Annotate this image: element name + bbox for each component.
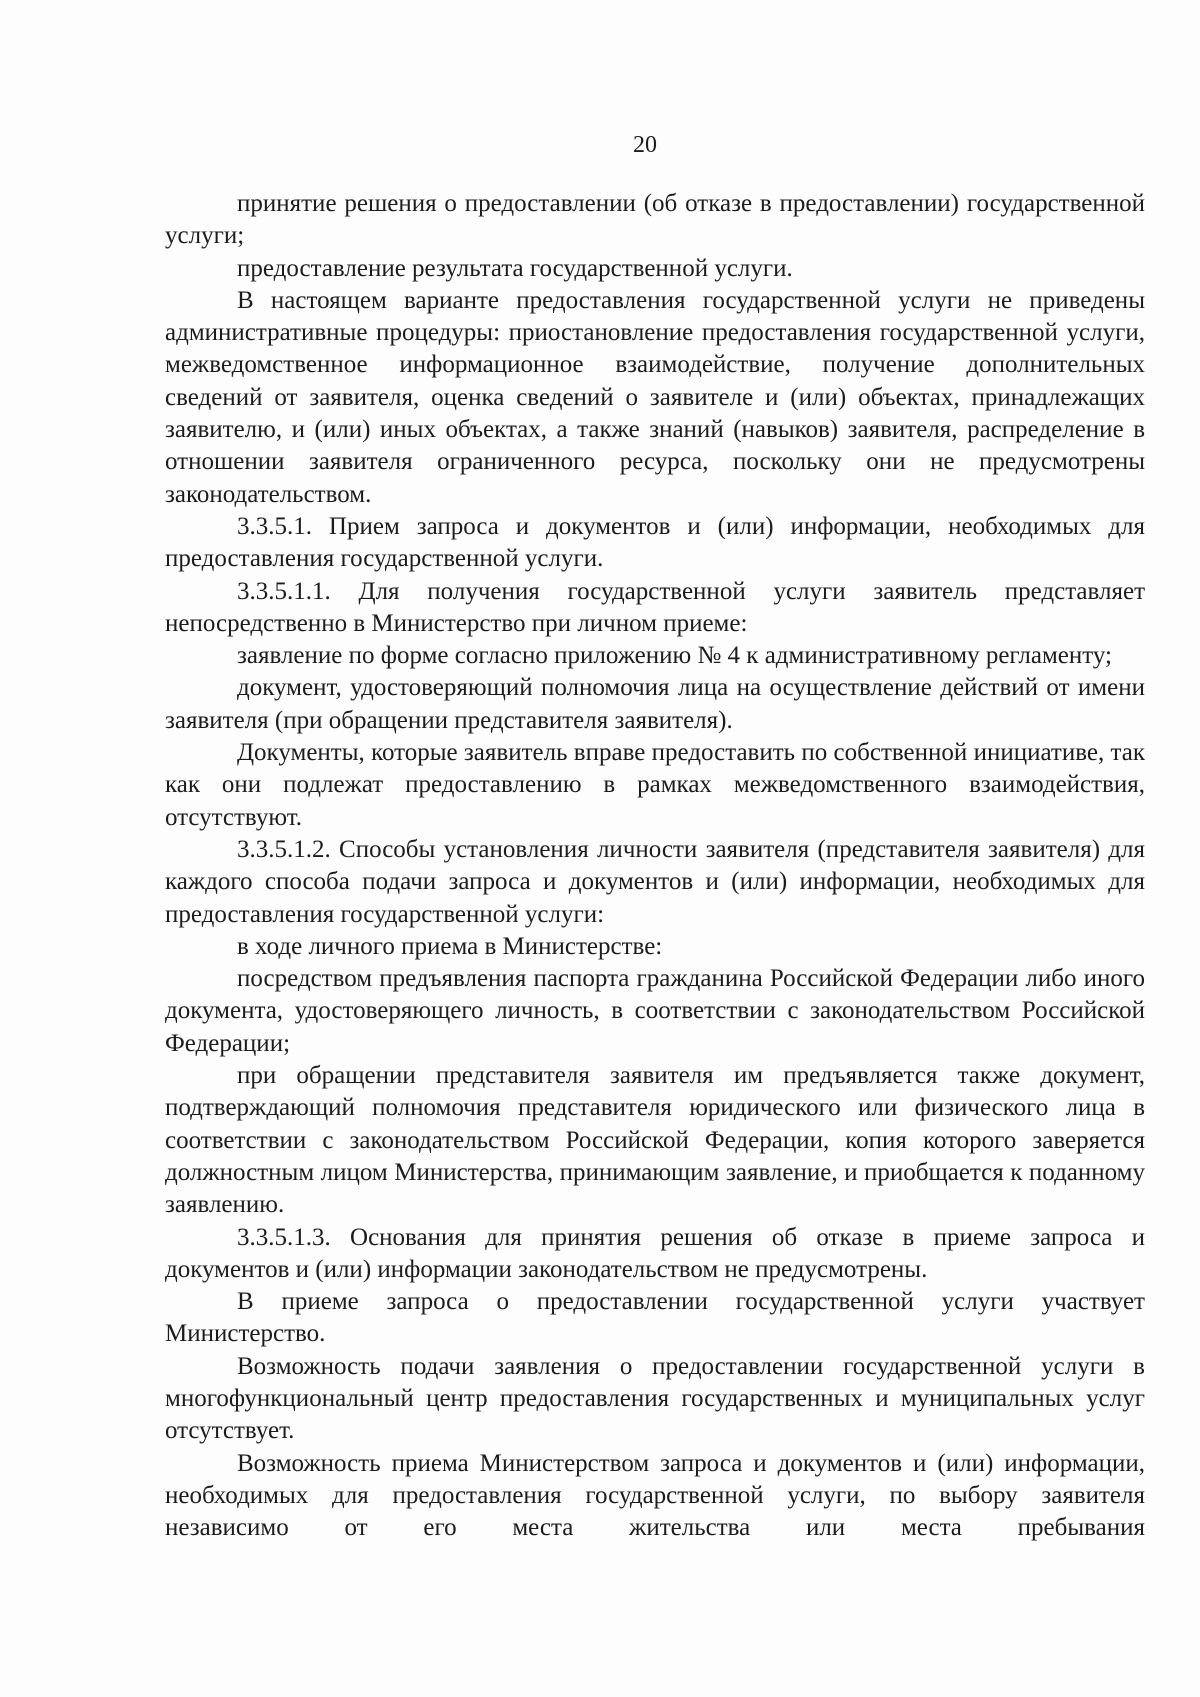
- paragraph: Возможность подачи заявления о предоставлении государственной услуги в многофункциональный центр предоставления государственных и муниципальных услуг отсутствует.: [165, 1352, 1145, 1445]
- paragraph: Документы, которые заявитель вправе предоставить по собственной инициативе, так как они подлежат предоставлению в рамках межведомственного взаимодействия, отсутствуют.: [165, 739, 1145, 831]
- paragraph: Возможность приема Министерством запроса и документов и (или) информации, необходимых для предоставления государственной услуги, по выбору заявителя независимо от его места жительства или места пребывания: [165, 1449, 1145, 1542]
- paragraph: предоставление результата государственной услуги.: [237, 254, 793, 282]
- paragraph: заявление по форме согласно приложению № 4 к административному регламенту;: [237, 642, 1112, 670]
- paragraph: посредством предъявления паспорта гражданина Российской Федерации либо иного документа, удостоверяющего личность, в соответствии с законодательством Российской Федерации;: [165, 965, 1145, 1057]
- paragraph: 3.3.5.1. Прием запроса и документов и (или) информации, необходимых для предоставления государственной услуги.: [165, 512, 1145, 573]
- paragraph: принятие решения о предоставлении (об отказе в предоставлении) государственной услуги;: [165, 190, 1145, 250]
- paragraph: В настоящем варианте предоставления государственной услуги не приведены административные процедуры: приостановление предоставления государственной услуги, межведомственное информационное взаимодействие, получение дополнительных сведений от заявителя, оценка сведений о заявителе и (или) объектах, принадлежащих заявителю, и (или) иных объектах, а также знаний (навыков) заявителя, распределение в отношении заявителя ограниченного ресурса, поскольку они не предусмотрены законодательством.: [165, 286, 1145, 508]
- paragraph: документ, удостоверяющий полномочия лица на осуществление действий от имени заявителя (при обращении представителя заявителя).: [165, 674, 1145, 734]
- paragraph: 3.3.5.1.2. Способы установления личности заявителя (представителя заявителя) для каждого способа подачи запроса и документов и (или) информации, необходимых для предоставления государственной услуги:: [165, 835, 1145, 928]
- document-body: [165, 188, 1145, 1544]
- paragraph: при обращении представителя заявителя им предъявляется также документ, подтверждающий полномочия представителя юридического или физического лица в соответствии с законодательством Российской Федерации, копия которого заверяется должностным лицом Министерства, принимающим заявление, и приобщается к поданному заявлению.: [165, 1062, 1145, 1219]
- paragraph: В приеме запроса о предоставлении государственной услуги участвует Министерство.: [165, 1288, 1145, 1348]
- paragraph: 3.3.5.1.1. Для получения государственной услуги заявитель представляет непосредственно в Министерство при личном приеме:: [165, 577, 1145, 637]
- paragraph: 3.3.5.1.3. Основания для принятия решения об отказе в приеме запроса и документов и (или) информации законодательством не предусмотрены.: [165, 1223, 1145, 1283]
- page-number: 20: [633, 132, 657, 158]
- paragraph: в ходе личного приема в Министерстве:: [237, 932, 663, 960]
